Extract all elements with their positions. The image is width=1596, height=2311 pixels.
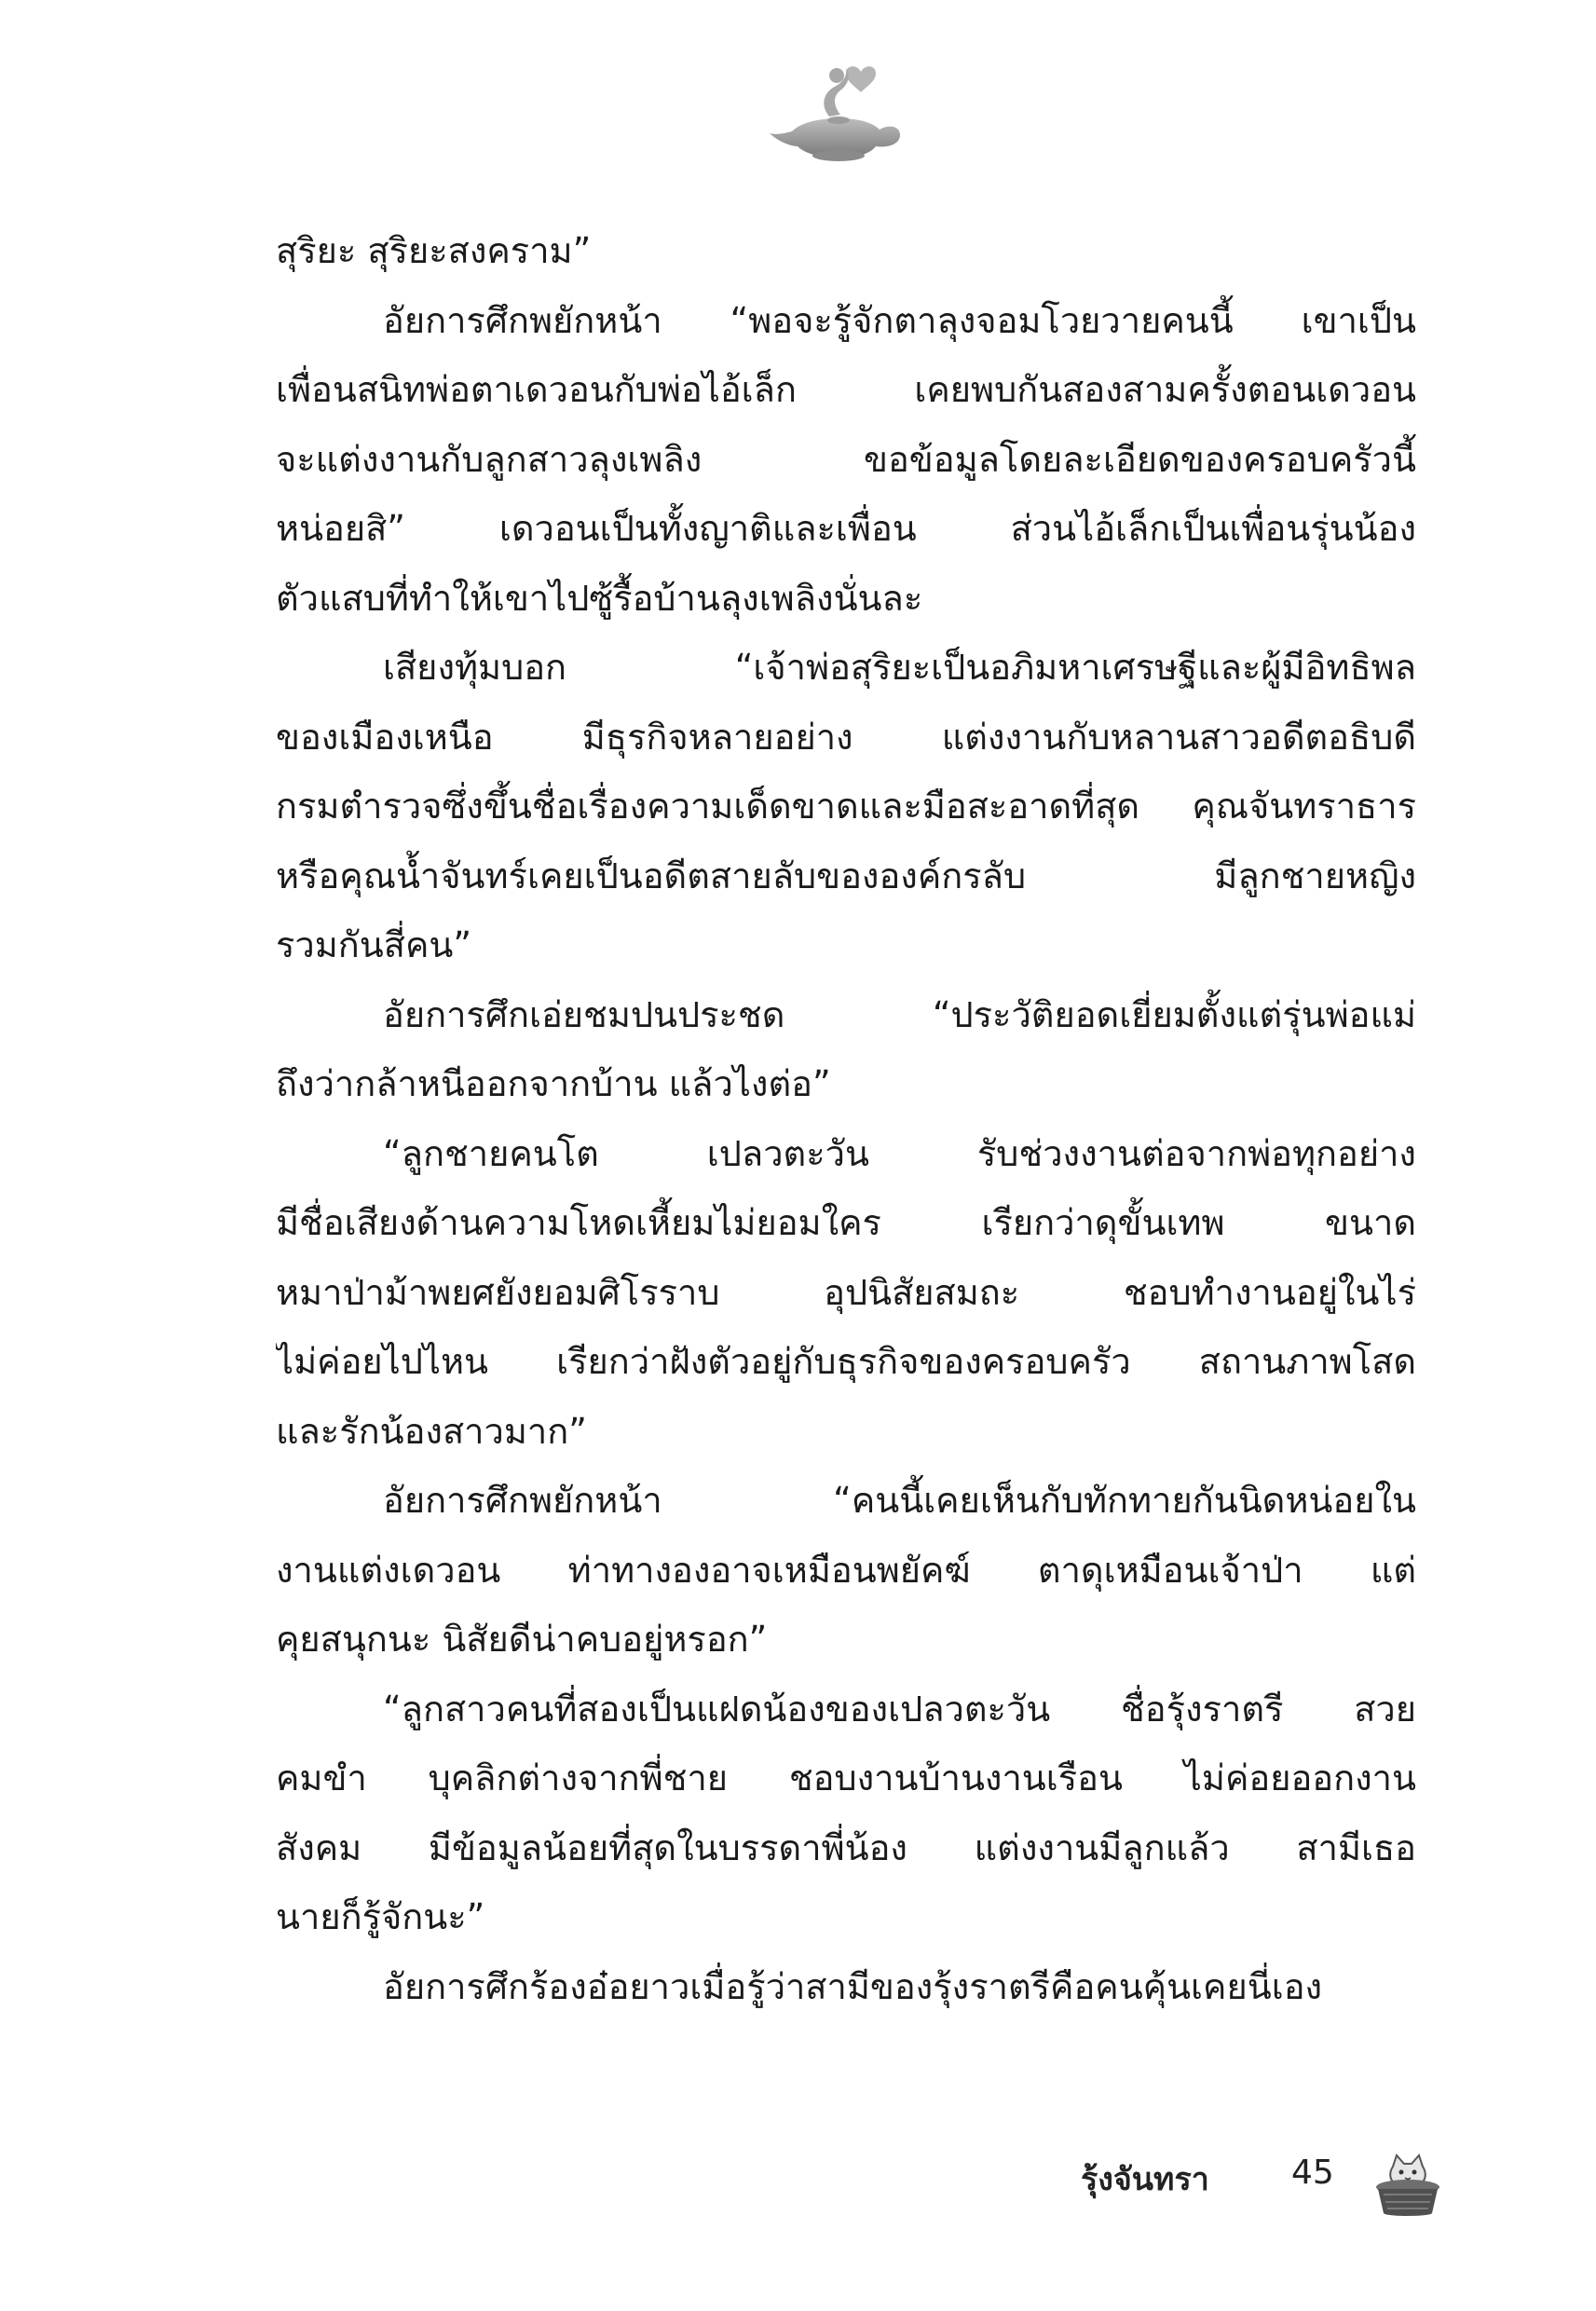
text-line: คุยสนุกนะ นิสัยดีน่าคบอยู่หรอก” [276, 1619, 768, 1660]
text-line: อัยการศึกพยักหน้า “พอจะรู้จักตาลุงจอมโวยวายคนนี้ เขาเป็น [383, 299, 1416, 341]
cat-in-basket-icon [1365, 2139, 1449, 2222]
genie-lamp-icon [764, 51, 913, 172]
page-footer [1081, 2139, 1453, 2222]
text-line: งานแต่งเดวอน ท่าทางองอาจเหมือนพยัคฆ์ ตาดุเหมือนเจ้าป่า แต่ [276, 1549, 1416, 1591]
text-line: “ลูกชายคนโต เปลวตะวัน รับช่วงงานต่อจากพ่อทุกอย่าง [383, 1132, 1416, 1174]
text-line: รวมกันสี่คน” [276, 924, 472, 965]
text-line: อัยการศึกพยักหน้า “คนนี้เคยเห็นกับทักทายกันนิดหน่อยใน [383, 1480, 1416, 1521]
book-title: รุ้งจันทรา [1081, 2161, 1209, 2198]
body-text [276, 216, 1416, 2021]
text-line: ไม่ค่อยไปไหน เรียกว่าฝังตัวอยู่กับธุรกิจของครอบครัว สถานภาพโสด [276, 1341, 1416, 1382]
text-line: หรือคุณน้ำจันทร์เคยเป็นอดีตสายลับขององค์กรลับ มีลูกชายหญิง [276, 855, 1416, 896]
text-line: หน่อยสิ” เดวอนเป็นทั้งญาติและเพื่อน ส่วนไอ้เล็กเป็นเพื่อนรุ่นน้อง [276, 508, 1416, 549]
text-line: ตัวแสบที่ทำให้เขาไปซู้รื้อบ้านลุงเพลิงนั่นละ [276, 577, 923, 619]
text-line: นายก็รู้จักนะ” [276, 1896, 485, 1937]
page-number: 45 [1291, 2154, 1334, 2192]
text-line: กรมตำรวจซึ่งขึ้นชื่อเรื่องความเด็ดขาดและมือสะอาดที่สุด คุณจันทราธาร [276, 786, 1416, 827]
text-line: ถึงว่ากล้าหนีออกจากบ้าน แล้วไงต่อ” [276, 1063, 831, 1104]
text-line: หมาป่าม้าพยศยังยอมศิโรราบ อุปนิสัยสมถะ ชอบทำงานอยู่ในไร่ [276, 1271, 1416, 1313]
text-line: เสียงทุ้มบอก “เจ้าพ่อสุริยะเป็นอภิมหาเศรษฐีและผู้มีอิทธิพล [383, 647, 1416, 688]
text-line: เพื่อนสนิทพ่อตาเดวอนกับพ่อไอ้เล็ก เคยพบกันสองสามครั้งตอนเดวอน [276, 369, 1416, 410]
text-line: มีชื่อเสียงด้านความโหดเหี้ยมไม่ยอมใคร เรียกว่าดุขั้นเทพ ขนาด [276, 1202, 1416, 1243]
text-line: จะแต่งงานกับลูกสาวลุงเพลิง ขอข้อมูลโดยละเอียดของครอบครัวนี้ [276, 438, 1416, 480]
text-line: สังคม มีข้อมูลน้อยที่สุดในบรรดาพี่น้อง แต่งงานมีลูกแล้ว สามีเธอ [276, 1826, 1416, 1868]
text-line: “ลูกสาวคนที่สองเป็นแฝดน้องของเปลวตะวัน ชื่อรุ้งราตรี สวย [383, 1688, 1416, 1730]
text-line: สุริยะ สุริยะสงคราม” [276, 230, 592, 271]
text-line: อัยการศึกร้องอ๋อยาวเมื่อรู้ว่าสามีของรุ้งราตรีคือคนคุ้นเคยนี่เอง [383, 1965, 1323, 2007]
text-line: อัยการศึกเอ่ยชมปนประชด “ประวัติยอดเยี่ยมตั้งแต่รุ่นพ่อแม่ [383, 993, 1416, 1035]
text-line: ของเมืองเหนือ มีธุรกิจหลายอย่าง แต่งงานกับหลานสาวอดีตอธิบดี [276, 716, 1416, 758]
text-line: คมขำ บุคลิกต่างจากพี่ชาย ชอบงานบ้านงานเรือน ไม่ค่อยออกงาน [276, 1757, 1416, 1798]
text-line: และรักน้องสาวมาก” [276, 1410, 587, 1452]
